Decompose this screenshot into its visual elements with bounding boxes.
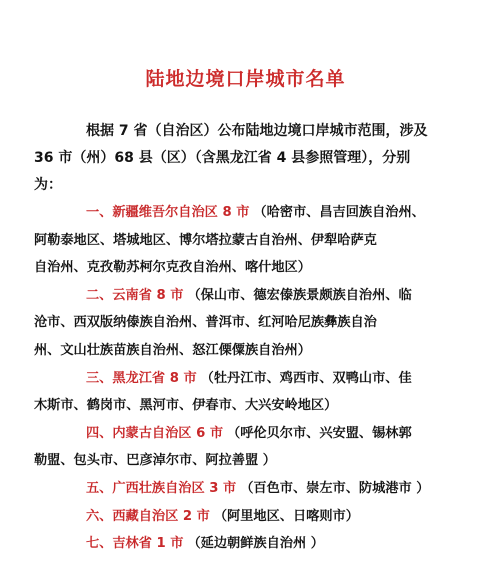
section-heading: 四、内蒙古自治区 6 市	[86, 425, 224, 441]
page-title: 陆地边境口岸城市名单	[145, 68, 346, 90]
intro-line-3: 为：	[34, 177, 62, 193]
section-text: （哈密市、昌吉回族自治州、	[253, 205, 425, 220]
section-text: 勒盟、包头市、巴彦淖尔市、阿拉善盟 ）	[34, 453, 276, 469]
region-section-tibet	[34, 503, 466, 531]
region-section-yunnan	[34, 282, 466, 365]
section-first-line	[34, 282, 466, 310]
section-text: 州、文山壮族苗族自治州、怒江傈僳族自治州）	[34, 342, 311, 358]
section-first-line	[34, 365, 466, 393]
section-first-line	[34, 530, 466, 558]
section-text: （呼伦贝尔市、兴安盟、锡林郭	[227, 425, 412, 441]
section-heading: 五、广西壮族自治区 3 市	[86, 480, 237, 496]
section-text: （牡丹江市、鸡西市、双鸭山市、佳	[200, 370, 412, 386]
section-heading: 二、云南省 8 市	[86, 287, 184, 303]
section-text: 自治州、克孜勒苏柯尔克孜自治州、喀什地区）	[34, 260, 311, 276]
section-first-line	[34, 503, 466, 531]
section-text: （百色市、崇左市、防城港市 ）	[240, 480, 430, 496]
region-section-jilin	[34, 530, 466, 558]
section-first-line	[34, 199, 466, 227]
section-heading: 七、吉林省 1 市	[86, 536, 184, 552]
region-list	[34, 199, 466, 558]
section-text: 阿勒泰地区、塔城地区、博尔塔拉蒙古自治州、伊犁哈萨克	[34, 232, 377, 248]
region-section-inner-mongolia	[34, 420, 466, 475]
section-heading: 一、新疆维吾尔自治区 8 市	[86, 205, 250, 220]
section-heading: 六、西藏自治区 2 市	[86, 508, 210, 524]
region-section-heilongjiang	[34, 365, 466, 420]
section-text: （保山市、德宏傣族景颇族自治州、临	[187, 287, 412, 303]
section-first-line	[34, 475, 466, 503]
section-heading: 三、黑龙江省 8 市	[86, 370, 197, 386]
intro-paragraph	[34, 118, 464, 199]
section-first-line	[34, 420, 466, 448]
intro-line-1: 根据 7 省（自治区）公布陆地边境口岸城市范围，涉及	[86, 123, 428, 139]
section-text: （延边朝鲜族自治州 ）	[187, 536, 324, 552]
intro-line-2: 36 市（州）68 县（区）（含黑龙江省 4 县参照管理），分别	[34, 150, 411, 166]
region-section-guangxi	[34, 475, 466, 503]
section-text: 沧市、西双版纳傣族自治州、普洱市、红河哈尼族彝族自治	[34, 315, 377, 331]
region-section-xinjiang	[34, 199, 466, 282]
section-text: 木斯市、鹤岗市、黑河市、伊春市、大兴安岭地区）	[34, 398, 338, 414]
section-text: （阿里地区、日喀则市）	[213, 508, 359, 524]
